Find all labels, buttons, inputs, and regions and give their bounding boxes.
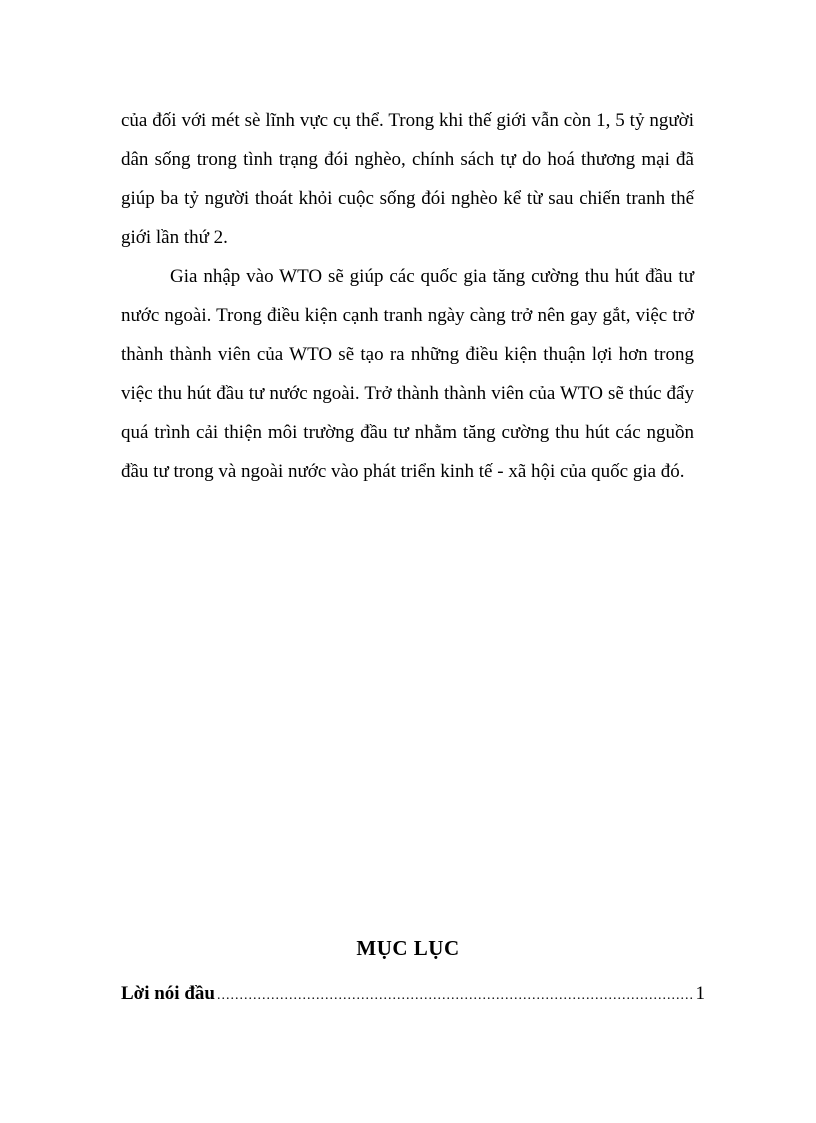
toc-entry[interactable] <box>121 983 705 1005</box>
toc-entry-label: Lời nói đầu <box>121 983 215 1004</box>
toc-entry-page: 1 <box>695 983 705 1004</box>
body-text <box>121 101 694 491</box>
toc-title: MỤC LỤC <box>356 936 460 960</box>
toc-dot-leader <box>217 988 694 1004</box>
paragraph-continuation: của đối với mét sè lĩnh vực cụ thể. Trong khi thế giới vẫn còn 1, 5 tỷ người dân sống trong tình trạng đói nghèo, chính sách tự do hoá thương mại đã giúp ba tỷ người thoát khỏi cuộc sống đói nghèo kể từ sau chiến tranh thế giới lần thứ 2. <box>121 110 694 248</box>
paragraph-wto-investment: Gia nhập vào WTO sẽ giúp các quốc gia tăng cường thu hút đầu tư nước ngoài. Trong điều kiện cạnh tranh ngày càng trở nên gay gắt, việc trở thành thành viên của WTO sẽ tạo ra những điều kiện thuận lợi hơn trong việc thu hút đầu tư nước ngoài. Trở thành thành viên của WTO sẽ thúc đẩy quá trình cải thiện môi trường đầu tư nhằm tăng cường thu hút các nguồn đầu tư trong và ngoài nước vào phát triển kinh tế - xã hội của quốc gia đó. <box>121 266 694 482</box>
